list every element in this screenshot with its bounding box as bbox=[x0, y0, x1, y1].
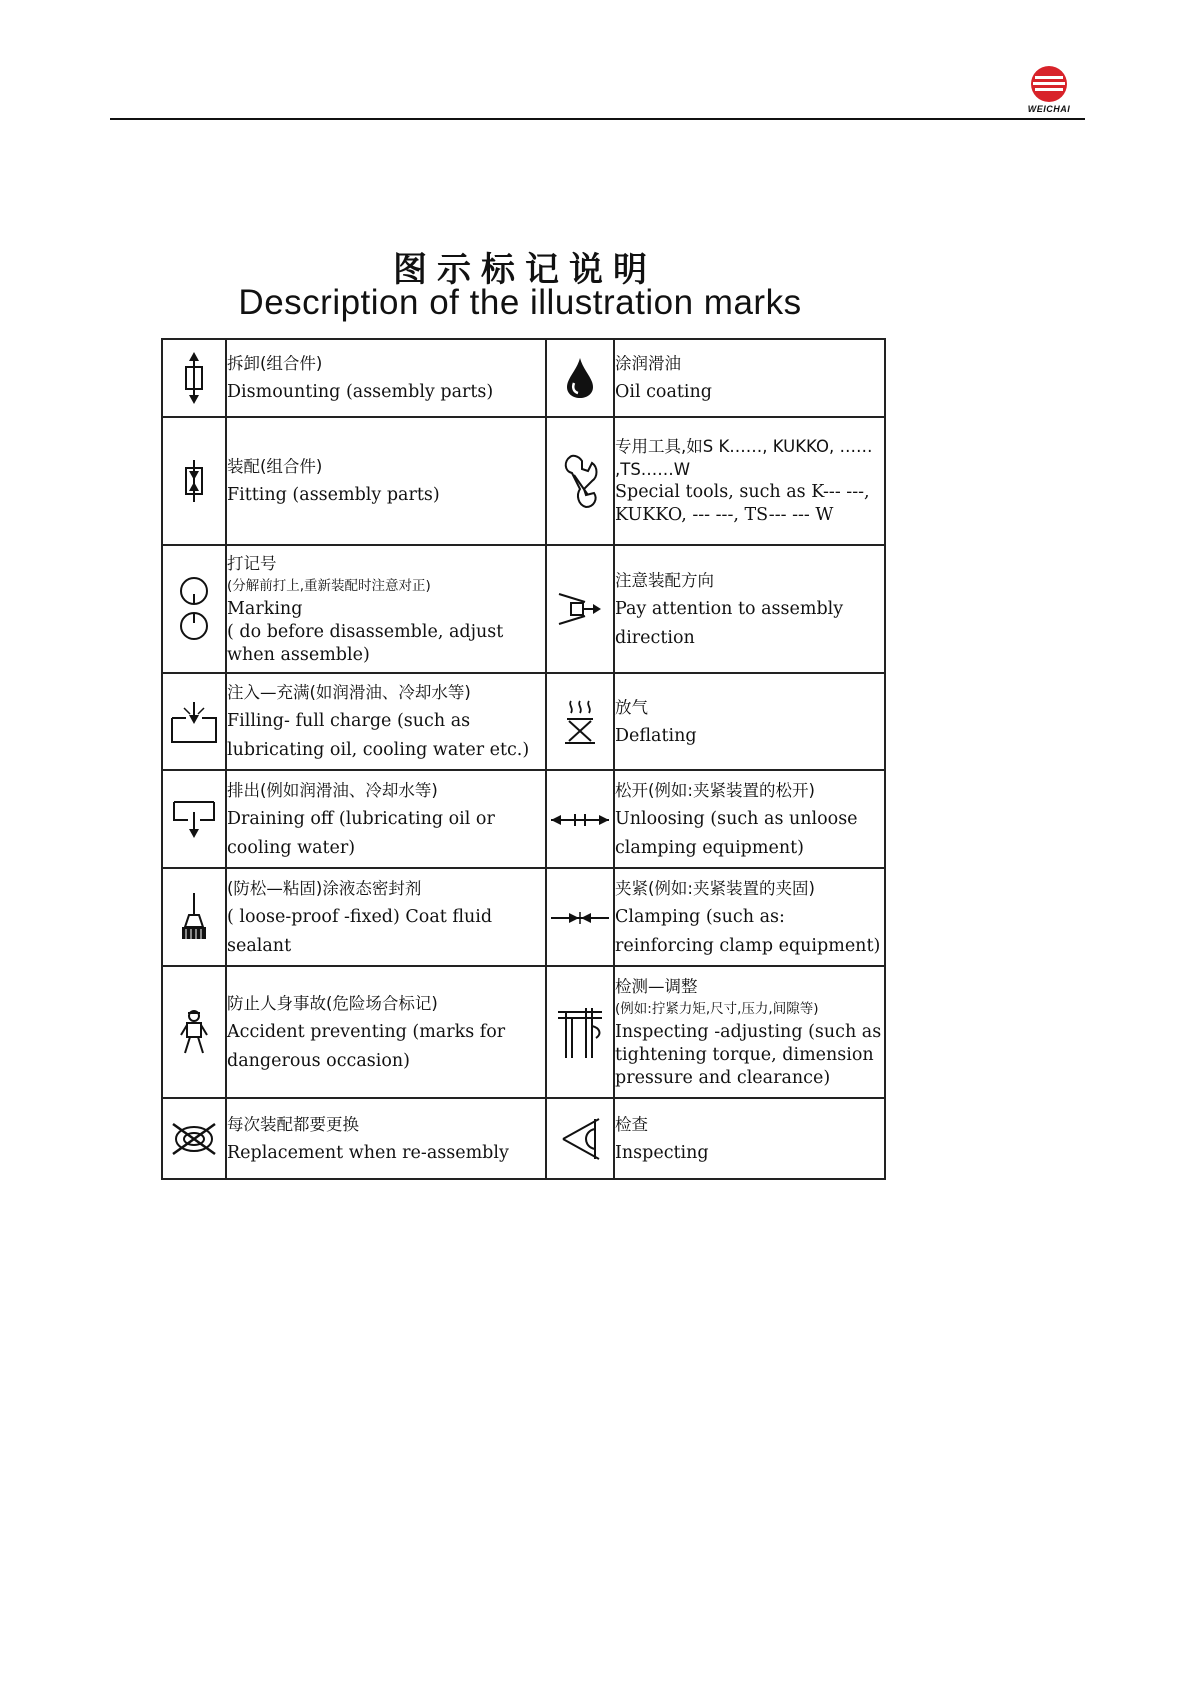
inspect-adjust-text: 检测—调整 (例如:拧紧力矩,尺寸,压力,间隙等) Inspecting -adjusting (such as tightening torque, dimension pressure and clearance) bbox=[614, 966, 885, 1098]
assembly-direction-text: 注意装配方向 Pay attention to assembly direction bbox=[614, 545, 885, 673]
accident-text: 防止人身事故(危险场合标记) Accident preventing (marks for dangerous occasion) bbox=[226, 966, 546, 1098]
caliper-icon bbox=[556, 1004, 604, 1060]
filling-icon bbox=[170, 700, 218, 744]
clamping-text: 夹紧(例如:夹紧装置的夹固) Clamping (such as: reinforcing clamp equipment) bbox=[614, 868, 885, 966]
draining-cell bbox=[162, 770, 226, 868]
sealant-text: (防松—粘固)涂液态密封剂 ( loose-proof -fixed) Coat fluid sealant bbox=[226, 868, 546, 966]
direction-arrow-icon bbox=[557, 588, 603, 630]
inspect-adjust-cell bbox=[546, 966, 614, 1098]
table-row bbox=[162, 417, 885, 545]
inspecting-text: 检查 Inspecting bbox=[614, 1098, 885, 1179]
unloosing-cell bbox=[546, 770, 614, 868]
illustration-marks-table bbox=[161, 338, 886, 1180]
unloosing-arrows-icon bbox=[549, 812, 611, 828]
table-row bbox=[162, 966, 885, 1098]
clamping-arrows-icon bbox=[549, 910, 611, 926]
fitting-cell bbox=[162, 417, 226, 545]
deflating-text: 放气 Deflating bbox=[614, 673, 885, 770]
person-warning-icon bbox=[179, 1009, 209, 1055]
filling-text: 注入—充满(如润滑油、冷却水等) Filling- full charge (such as lubricating oil, cooling water etc.) bbox=[226, 673, 546, 770]
fitting-arrows-icon bbox=[179, 460, 209, 502]
accident-cell bbox=[162, 966, 226, 1098]
draining-text: 排出(例如润滑油、冷却水等) Draining off (lubricating oil or cooling water) bbox=[226, 770, 546, 868]
table-row bbox=[162, 868, 885, 966]
inspecting-cell bbox=[546, 1098, 614, 1179]
replace-crossed-icon bbox=[171, 1122, 217, 1156]
marking-cell bbox=[162, 545, 226, 673]
draining-icon bbox=[172, 798, 216, 840]
replacement-cell bbox=[162, 1098, 226, 1179]
dismount-arrows-icon bbox=[179, 350, 209, 406]
special-tools-cell bbox=[546, 417, 614, 545]
dismount-cell bbox=[162, 339, 226, 417]
sealant-cell bbox=[162, 868, 226, 966]
oil-coating-cell bbox=[546, 339, 614, 417]
page-title-cn: 图示标记说明 bbox=[393, 250, 657, 290]
oil-drop-icon bbox=[563, 356, 597, 400]
table-row bbox=[162, 673, 885, 770]
replacement-text: 每次装配都要更换 Replacement when re-assembly bbox=[226, 1098, 546, 1179]
assembly-direction-cell bbox=[546, 545, 614, 673]
deflating-icon bbox=[563, 699, 597, 745]
eye-inspect-icon bbox=[559, 1117, 601, 1161]
table-row bbox=[162, 770, 885, 868]
table-row bbox=[162, 339, 885, 417]
page-title-en: Description of the illustration marks bbox=[238, 283, 802, 322]
deflating-cell bbox=[546, 673, 614, 770]
oil-coating-text: 涂润滑油 Oil coating bbox=[614, 339, 885, 417]
filling-cell bbox=[162, 673, 226, 770]
table-row bbox=[162, 545, 885, 673]
logo-text: WEICHAI bbox=[1027, 104, 1071, 114]
table-row bbox=[162, 1098, 885, 1179]
unloosing-text: 松开(例如:夹紧装置的松开) Unloosing (such as unloose clamping equipment) bbox=[614, 770, 885, 868]
sealant-brush-icon bbox=[177, 891, 211, 943]
marking-circles-icon bbox=[177, 574, 211, 644]
fitting-text: 装配(组合件) Fitting (assembly parts) bbox=[226, 417, 546, 545]
wrench-tool-icon bbox=[558, 451, 602, 511]
header-rule bbox=[110, 118, 1085, 120]
marking-text: 打记号 (分解前打上,重新装配时注意对正) Marking ( do before disassemble, adjust when assemble) bbox=[226, 545, 546, 673]
dismount-text: 拆卸(组合件) Dismounting (assembly parts) bbox=[226, 339, 546, 417]
clamping-cell bbox=[546, 868, 614, 966]
special-tools-text: 专用工具,如S K……, KUKKO, …… ,TS……W Special tools, such as K--- ---, KUKKO, --- ---, TS--- --- W bbox=[614, 417, 885, 545]
